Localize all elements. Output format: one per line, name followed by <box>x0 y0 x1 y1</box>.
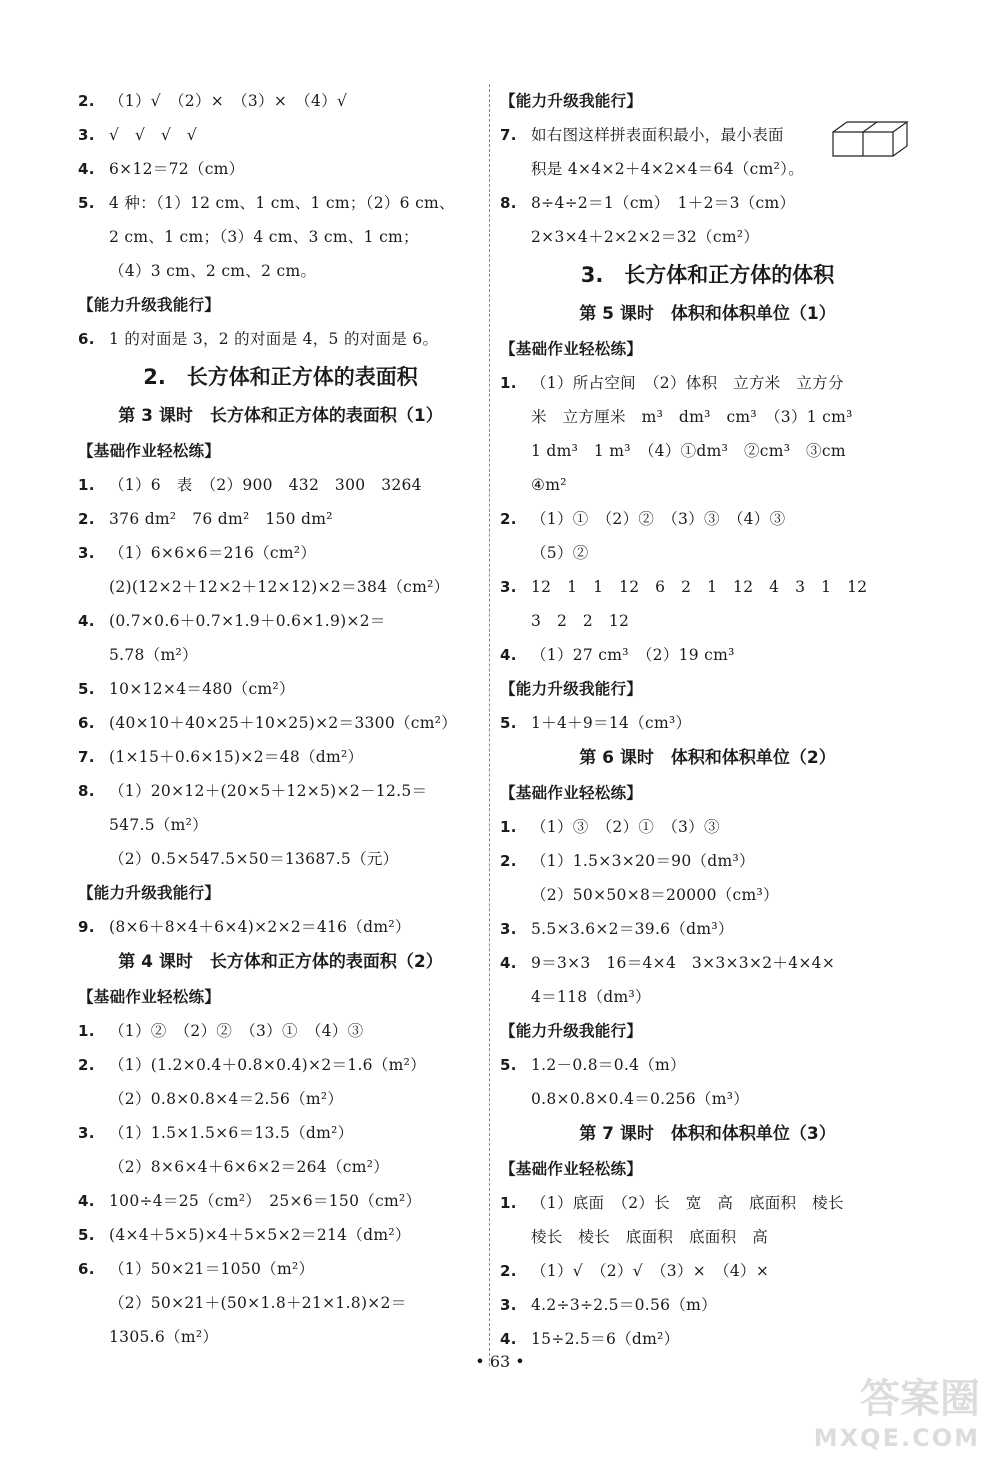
exercise-category-label: 【能力升级我能行】 <box>78 296 221 314</box>
answer-number: 6. <box>78 1260 95 1278</box>
answer-line <box>78 502 483 536</box>
answer-line <box>500 844 915 878</box>
answer-text: 5.5×3.6×2＝39.6（dm³） <box>531 920 734 938</box>
answer-number: 2. <box>500 1262 517 1280</box>
exercise-category-label: 【能力升级我能行】 <box>500 92 643 110</box>
answer-line <box>78 1116 483 1150</box>
answer-line <box>78 152 483 186</box>
answer-text: （1）27 cm³ （2）19 cm³ <box>531 646 735 664</box>
answer-number: 6. <box>78 330 95 348</box>
answer-text: （1）20×12＋(20×5＋12×5)×2－12.5＝ <box>109 782 428 800</box>
answer-text: 1.2－0.8＝0.4（m） <box>531 1056 686 1074</box>
answer-number: 5. <box>78 1226 95 1244</box>
lesson-heading: 第 3 课时 长方体和正方体的表面积（1） <box>118 406 443 426</box>
answer-continuation: 棱长 棱长 底面积 底面积 高 <box>531 1228 769 1246</box>
answer-continuation: 547.5（m²） <box>109 816 208 834</box>
answer-line <box>78 706 483 740</box>
answer-line <box>500 638 915 672</box>
lesson-heading: 第 7 课时 体积和体积单位（3） <box>579 1124 836 1144</box>
answer-number: 2. <box>78 510 95 528</box>
answer-text: 9＝3×3 16＝4×4 3×3×3×2＋4×4× <box>531 954 836 972</box>
answer-line <box>78 672 483 706</box>
answer-text: （1）6 表 （2）900 432 300 3264 <box>109 476 422 494</box>
answer-number: 1. <box>500 374 517 392</box>
answer-line <box>500 1288 915 1322</box>
category-line <box>78 434 483 468</box>
answer-text: (4×4＋5×5)×4＋5×5×2＝214（dm²） <box>109 1226 411 1244</box>
answer-continuation: 积是 4×4×2＋4×2×4＝64（cm²）。 <box>531 160 805 178</box>
lesson-heading: 第 6 课时 体积和体积单位（2） <box>579 748 836 768</box>
answer-continuation: （2）8×6×4＋6×6×2＝264（cm²） <box>109 1158 390 1176</box>
answer-number: 9. <box>78 918 95 936</box>
answer-continuation: 1305.6（m²） <box>109 1328 219 1346</box>
answer-line <box>500 118 915 152</box>
answer-text: 100÷4＝25（cm²） 25×6＝150（cm²） <box>109 1192 422 1210</box>
answer-number: 2. <box>78 1056 95 1074</box>
answer-text: (40×10＋40×25＋10×25)×2＝3300（cm²） <box>109 714 458 732</box>
answer-continuation: 4＝118（dm³） <box>531 988 651 1006</box>
answer-number: 8. <box>500 194 517 212</box>
category-line <box>78 980 483 1014</box>
answer-line <box>500 1186 915 1220</box>
answer-text: （1）① （2）② （3）③ （4）③ <box>531 510 786 528</box>
answer-line <box>500 810 915 844</box>
answer-text: 4.2÷3÷2.5＝0.56（m） <box>531 1296 717 1314</box>
answer-line <box>78 186 483 220</box>
answer-number: 1. <box>78 1022 95 1040</box>
answer-line <box>78 84 483 118</box>
answer-continuation: ④m² <box>531 476 567 494</box>
answer-number: 5. <box>500 714 517 732</box>
answer-text: （1）1.5×3×20＝90（dm³） <box>531 852 755 870</box>
answer-line <box>500 502 915 536</box>
answer-number: 4. <box>500 646 517 664</box>
answer-line <box>78 1218 483 1252</box>
answer-text: (1×15＋0.6×15)×2＝48（dm²） <box>109 748 364 766</box>
answer-number: 2. <box>78 92 95 110</box>
category-line <box>500 672 915 706</box>
category-line <box>500 1014 915 1048</box>
answer-line <box>500 1254 915 1288</box>
answer-number: 3. <box>78 126 95 144</box>
answer-line <box>500 186 915 220</box>
answer-number: 7. <box>500 126 517 144</box>
answer-text: 4 种：（1）12 cm、1 cm、1 cm；（2）6 cm、 <box>109 194 455 212</box>
answer-number: 4. <box>78 1192 95 1210</box>
answer-number: 3. <box>500 1296 517 1314</box>
answer-text: 15÷2.5＝6（dm²） <box>531 1330 680 1348</box>
answer-number: 1. <box>78 476 95 494</box>
answer-text: 376 dm² 76 dm² 150 dm² <box>109 510 333 528</box>
answer-text: （1）所占空间 （2）体积 立方米 立方分 <box>531 374 844 392</box>
answer-continuation: 米 立方厘米 m³ dm³ cm³ （3）1 cm³ <box>531 408 853 426</box>
answer-number: 6. <box>78 714 95 732</box>
answer-text: （1）(1.2×0.4＋0.8×0.4)×2＝1.6（m²） <box>109 1056 426 1074</box>
answer-text: 10×12×4＝480（cm²） <box>109 680 295 698</box>
answer-number: 4. <box>500 1330 517 1348</box>
answer-text: （1）② （2）② （3）① （4）③ <box>109 1022 364 1040</box>
answer-line <box>78 774 483 808</box>
exercise-category-label: 【能力升级我能行】 <box>500 1022 643 1040</box>
answer-continuation: 2×3×4＋2×2×2＝32（cm²） <box>531 228 760 246</box>
answer-line <box>78 536 483 570</box>
category-line <box>78 876 483 910</box>
answer-continuation: 1 dm³ 1 m³ （4）①dm³ ②cm³ ③cm <box>531 442 846 460</box>
category-line <box>500 332 915 366</box>
lesson-heading: 第 4 课时 长方体和正方体的表面积（2） <box>118 952 443 972</box>
answer-number: 1. <box>500 1194 517 1212</box>
answer-number: 3. <box>500 920 517 938</box>
answer-text: （1）50×21＝1050（m²） <box>109 1260 315 1278</box>
right-column <box>500 84 915 1356</box>
column-divider <box>489 84 490 1366</box>
category-line <box>500 1152 915 1186</box>
exercise-category-label: 【基础作业轻松练】 <box>78 442 221 460</box>
cuboid-edge <box>863 122 877 132</box>
answer-line <box>78 1048 483 1082</box>
answer-line <box>78 1184 483 1218</box>
answer-number: 5. <box>78 680 95 698</box>
answer-text: （1）③ （2）① （3）③ <box>531 818 720 836</box>
answer-continuation: 3 2 2 12 <box>531 612 630 630</box>
answer-continuation: （2）50×50×8＝20000（cm³） <box>531 886 779 904</box>
answer-continuation: （4）3 cm、2 cm、2 cm。 <box>109 262 317 280</box>
answer-number: 2. <box>500 510 517 528</box>
answer-continuation: （5）② <box>531 544 589 562</box>
answer-text: （1）√ （2）√ （3）× （4）× <box>531 1262 770 1280</box>
exercise-category-label: 【能力升级我能行】 <box>500 680 643 698</box>
answer-continuation: （2）50×21＋(50×1.8＋21×1.8)×2＝ <box>109 1294 407 1312</box>
answer-text: 1 的对面是 3，2 的对面是 4，5 的对面是 6。 <box>109 330 439 348</box>
answer-continuation: 0.8×0.8×0.4＝0.256（m³） <box>531 1090 750 1108</box>
answer-continuation: （2）0.5×547.5×50＝13687.5（元） <box>109 850 399 868</box>
answer-continuation: 5.78（m²） <box>109 646 198 664</box>
answer-text: 8÷4÷2＝1（cm） 1＋2＝3（cm） <box>531 194 796 212</box>
answer-line <box>500 366 915 400</box>
answer-line <box>78 1252 483 1286</box>
answer-text: 6×12＝72（cm） <box>109 160 245 178</box>
left-column <box>78 84 483 1354</box>
answer-line <box>78 468 483 502</box>
answer-line <box>500 706 915 740</box>
answer-line <box>78 118 483 152</box>
answer-line <box>500 946 915 980</box>
answer-line <box>500 570 915 604</box>
answer-text: （1）√ （2）× （3）× （4）√ <box>109 92 348 110</box>
answer-text: 如右图这样拼表面积最小，最小表面 <box>531 126 784 144</box>
answer-line <box>78 1014 483 1048</box>
answer-number: 5. <box>500 1056 517 1074</box>
answer-number: 3. <box>78 544 95 562</box>
exercise-category-label: 【基础作业轻松练】 <box>500 340 643 358</box>
exercise-category-label: 【基础作业轻松练】 <box>500 1160 643 1178</box>
answer-line <box>78 910 483 944</box>
answer-text: 1＋4＋9＝14（cm³） <box>531 714 692 732</box>
section-heading: 3. 长方体和正方体的体积 <box>580 263 835 287</box>
answer-continuation: (2)(12×2＋12×2＋12×12)×2＝384（cm²） <box>109 578 450 596</box>
answer-text: 12 1 1 12 6 2 1 12 4 3 1 12 <box>531 578 868 596</box>
watermark-logo <box>814 1367 980 1452</box>
answer-line <box>500 1048 915 1082</box>
answer-line <box>78 740 483 774</box>
answer-text: （1）6×6×6＝216（cm²） <box>109 544 317 562</box>
category-line <box>500 84 915 118</box>
answer-number: 4. <box>78 160 95 178</box>
answer-number: 1. <box>500 818 517 836</box>
category-line <box>500 776 915 810</box>
answer-number: 4. <box>78 612 95 630</box>
answer-line <box>78 604 483 638</box>
answer-number: 3. <box>78 1124 95 1142</box>
exercise-category-label: 【基础作业轻松练】 <box>500 784 643 802</box>
answer-text: （1）底面 （2）长 宽 高 底面积 棱长 <box>531 1194 844 1212</box>
exercise-category-label: 【基础作业轻松练】 <box>78 988 221 1006</box>
exercise-category-label: 【能力升级我能行】 <box>78 884 221 902</box>
answer-text: √ √ √ √ <box>109 126 198 144</box>
answer-line <box>500 1322 915 1356</box>
section-heading: 2. 长方体和正方体的表面积 <box>143 365 418 389</box>
answer-number: 7. <box>78 748 95 766</box>
page-number: • 63 • <box>475 1352 525 1371</box>
watermark-bottom: MXQE.COM <box>813 1424 980 1452</box>
answer-text: (0.7×0.6＋0.7×1.9＋0.6×1.9)×2＝ <box>109 612 386 630</box>
answer-number: 2. <box>500 852 517 870</box>
answer-text: （1）1.5×1.5×6＝13.5（dm²） <box>109 1124 354 1142</box>
answer-continuation: （2）0.8×0.8×4＝2.56（m²） <box>109 1090 344 1108</box>
answer-number: 8. <box>78 782 95 800</box>
category-line <box>78 288 483 322</box>
answer-text: (8×6＋8×4＋6×4)×2×2＝416（dm²） <box>109 918 411 936</box>
watermark-top: 答案圈 <box>860 1376 980 1422</box>
answer-line <box>78 322 483 356</box>
lesson-heading: 第 5 课时 体积和体积单位（1） <box>579 304 836 324</box>
answer-line <box>500 912 915 946</box>
answer-number: 3. <box>500 578 517 596</box>
answer-continuation: 2 cm、1 cm；（3）4 cm、3 cm、1 cm； <box>109 228 419 246</box>
answer-number: 5. <box>78 194 95 212</box>
answer-number: 4. <box>500 954 517 972</box>
